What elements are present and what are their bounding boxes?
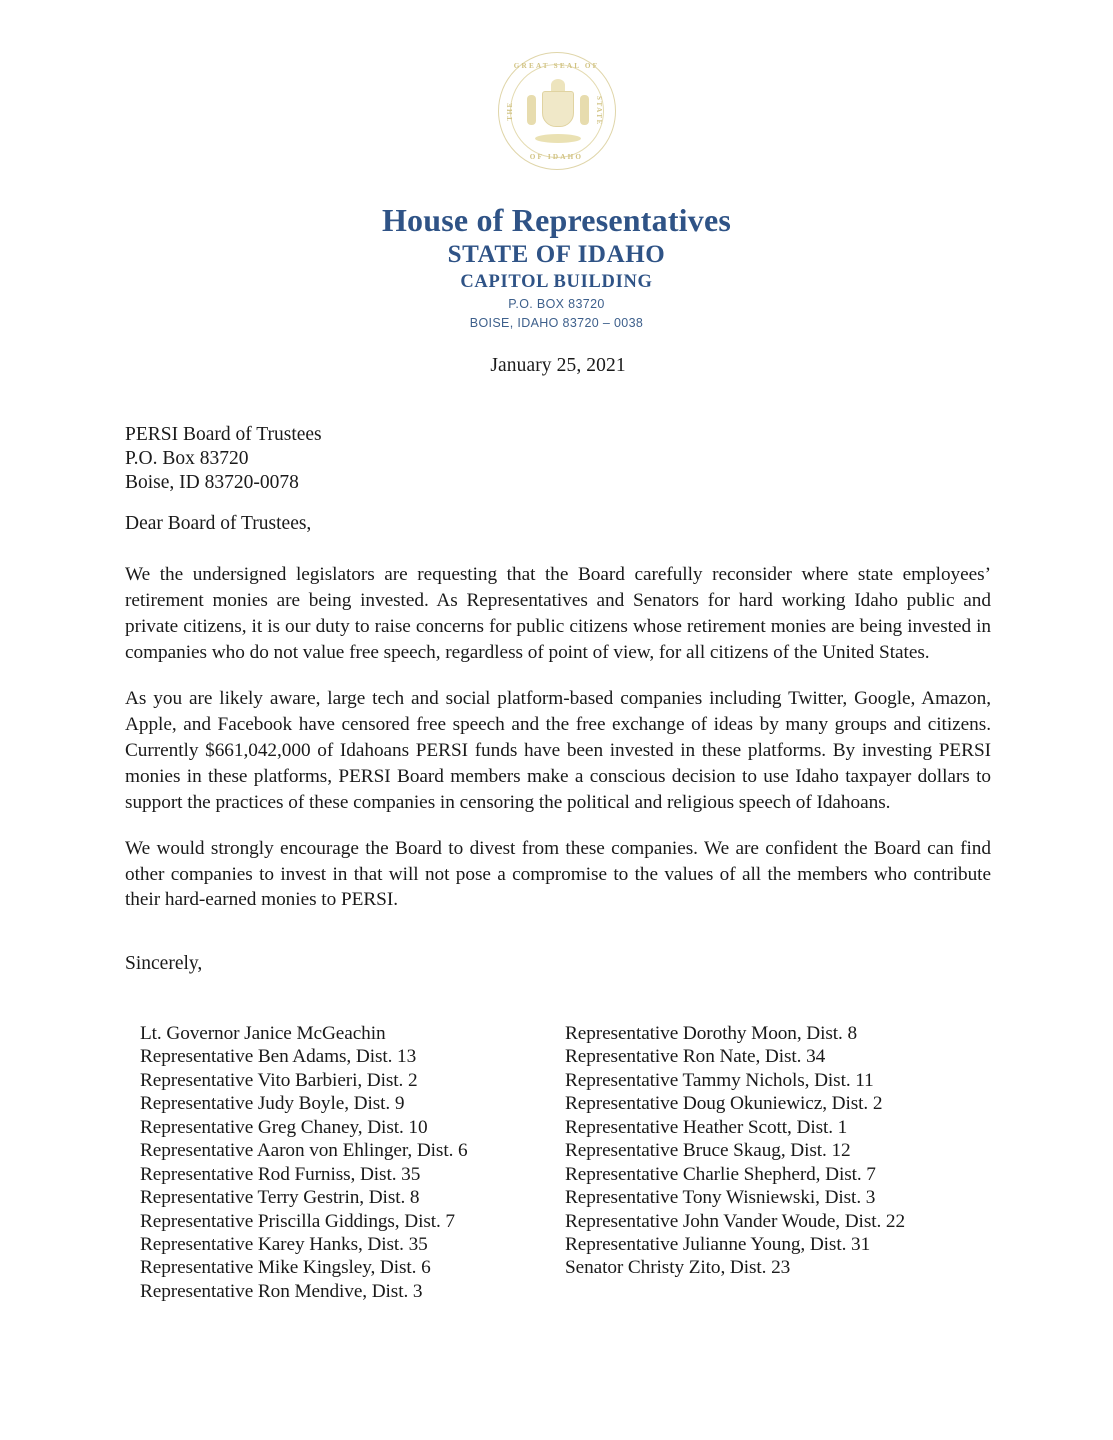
letterhead-po-box: P.O. BOX 83720 [508, 297, 605, 312]
body-paragraph: We the undersigned legislators are requesting that the Board carefully reconsider where state employees’ retirement monies are being invested. As Representatives and Senators for hard working Idaho public and private citizens, it is our duty to raise concerns for public citizens whose retirement monies are being invested in companies who do not value free speech, regardless of point of view, for all citizens of the United States. [125, 564, 991, 663]
signer-line: Representative Terry Gestrin, Dist. 8 [140, 1187, 420, 1209]
letter-body [125, 562, 991, 913]
letterhead-city-zip: BOISE, IDAHO 83720 – 0038 [469, 316, 644, 331]
salutation: Dear Board of Trustees, [125, 513, 312, 534]
recipient-address-block [125, 423, 322, 494]
seal-figure-right [580, 95, 589, 125]
state-seal-container [0, 52, 1113, 170]
letterhead [0, 203, 1113, 333]
signer-line: Senator Christy Zito, Dist. 23 [565, 1257, 791, 1279]
seal-figure-left [527, 95, 536, 125]
seal-left-text: THE [505, 101, 514, 121]
signer-line: Representative Dorothy Moon, Dist. 8 [565, 1023, 858, 1044]
signer-line: Representative Ron Nate, Dist. 34 [565, 1046, 826, 1068]
signer-line: Representative Mike Kingsley, Dist. 6 [140, 1257, 431, 1279]
seal-arc-bottom-text: OF IDAHO [529, 153, 584, 161]
signer-line: Representative Judy Boyle, Dist. 9 [140, 1093, 405, 1115]
signer-line: Representative Julianne Young, Dist. 31 [565, 1233, 871, 1255]
seal-right-text: STATE [594, 96, 603, 126]
recipient-street: P.O. Box 83720 [125, 447, 249, 469]
signer-line: Representative Vito Barbieri, Dist. 2 [140, 1069, 418, 1091]
signer-line: Representative Greg Chaney, Dist. 10 [140, 1116, 428, 1138]
seal-base [535, 134, 581, 143]
recipient-name: PERSI Board of Trustees [125, 424, 322, 445]
signer-line: Representative Rod Furniss, Dist. 35 [140, 1163, 421, 1185]
signer-line: Representative Karey Hanks, Dist. 35 [140, 1233, 428, 1255]
signers-right-column [565, 1022, 905, 1280]
signer-line: Representative Aaron von Ehlinger, Dist. 6 [140, 1140, 468, 1162]
letterhead-state: STATE OF IDAHO [447, 240, 666, 268]
signer-line: Representative Heather Scott, Dist. 1 [565, 1116, 848, 1138]
closing-salutation: Sincerely, [125, 953, 203, 974]
seal-arc-top-text: GREAT SEAL OF [513, 62, 600, 70]
letterhead-title: House of Representatives [381, 202, 732, 238]
signer-line: Representative John Vander Woude, Dist. 22 [565, 1210, 905, 1232]
idaho-state-seal-icon [498, 52, 616, 170]
seal-shield [542, 91, 574, 127]
letterhead-building: CAPITOL BUILDING [460, 272, 653, 293]
signers-left-column [140, 1022, 468, 1303]
letter-date: January 25, 2021 [490, 355, 626, 376]
seal-crest [551, 79, 565, 91]
signer-line: Representative Ben Adams, Dist. 13 [140, 1046, 417, 1068]
signer-line: Representative Tammy Nichols, Dist. 11 [565, 1069, 874, 1091]
signer-line: Representative Bruce Skaug, Dist. 12 [565, 1140, 851, 1162]
body-paragraph: As you are likely aware, large tech and social platform-based companies including Twitter, Google, Amazon, Apple, and Facebook have censored free speech and the free exchange of ideas by many groups and citizens. Currently $661,042,000 of Idahoans PERSI funds have been invested in these platforms. By investing PERSI monies in these platforms, PERSI Board members make a conscious decision to use Idaho taxpayer dollars to support the practices of these companies in censoring the political and religious speech of Idahoans. [125, 687, 991, 813]
signer-line: Representative Charlie Shepherd, Dist. 7 [565, 1163, 876, 1185]
signer-line: Representative Priscilla Giddings, Dist. 7 [140, 1210, 455, 1232]
signer-line: Representative Doug Okuniewicz, Dist. 2 [565, 1093, 883, 1115]
signer-line: Representative Tony Wisniewski, Dist. 3 [565, 1187, 876, 1209]
signer-line: Representative Ron Mendive, Dist. 3 [140, 1280, 423, 1302]
seal-emblem [523, 77, 593, 147]
signer-line: Lt. Governor Janice McGeachin [140, 1023, 386, 1044]
body-paragraph: We would strongly encourage the Board to divest from these companies. We are confident the Board can find other companies to invest in that will not pose a compromise to the values of all the members who contribute their hard-earned monies to PERSI. [125, 837, 991, 911]
recipient-city-state-zip: Boise, ID 83720-0078 [125, 471, 299, 493]
